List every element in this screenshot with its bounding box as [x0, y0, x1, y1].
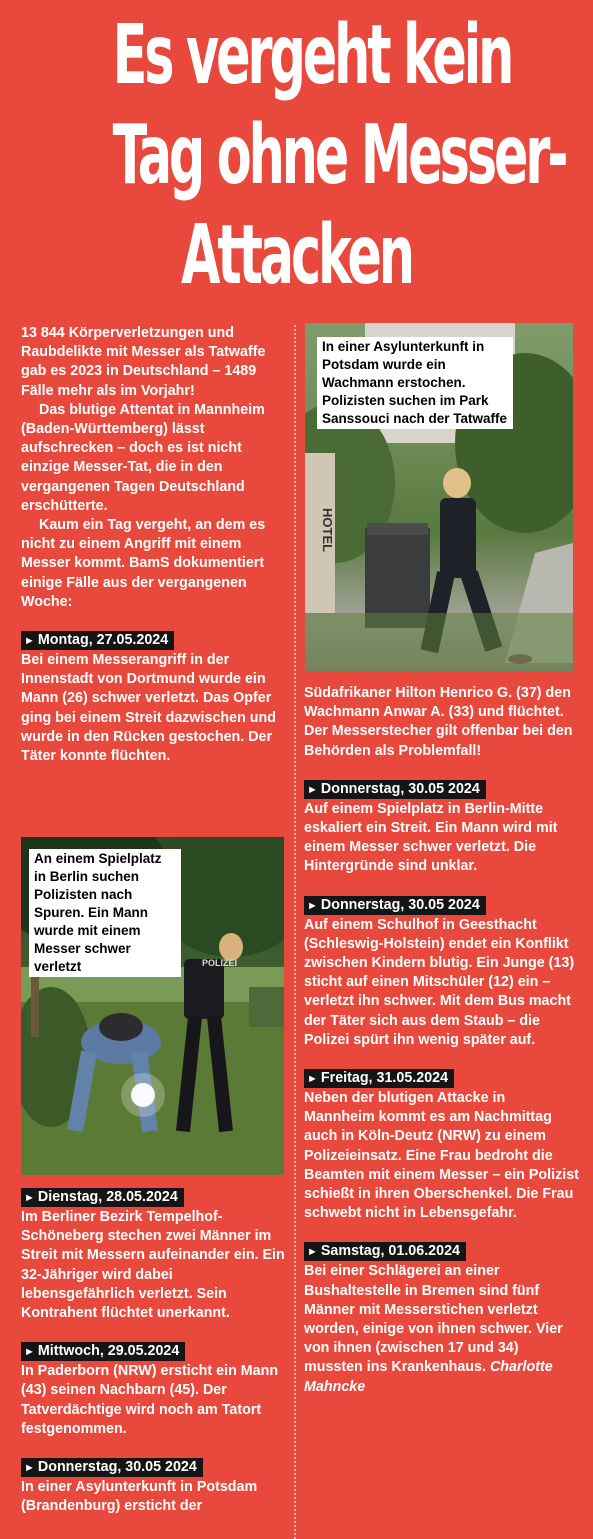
marker-triangle-icon: ► — [307, 899, 318, 912]
marker-triangle-icon: ► — [307, 1246, 318, 1259]
entry-text: Auf einem Spielplatz in Berlin-Mitte eskaliert ein Streit. Ein Mann wird mit einem Messer schwer verletzt. Die Hintergründe sind unklar. — [304, 800, 558, 875]
date-badge — [304, 780, 486, 799]
entry-text — [304, 1262, 579, 1396]
intro-paragraph-2: Das blutige Attentat in Mannheim (Baden-Württemberg) lässt aufschrecken – doch es ist nicht einzige Messer-Tat, die in den vergangenen Tagen Deutschland erschütterte. — [21, 401, 265, 514]
headline-line-2: Tag ohne Messer- — [112, 108, 566, 203]
continuation-text: Südafrikaner Hilton Henrico G. (37) den Wachmann Anwar A. (33) und flüchtet. Der Messerstecher gilt offenbar bei den Behörden als Problemfall! — [304, 685, 573, 759]
entry-text: In Paderborn (NRW) ersticht ein Mann (43) seinen Nachbarn (45). Der Tatverdächtige wird noch am Tatort festgenommen. — [21, 1363, 279, 1437]
entry-donnerstag-potsdam — [21, 1458, 285, 1516]
photo-potsdam — [305, 323, 573, 671]
column-divider — [294, 325, 296, 1539]
entry-samstag — [304, 1242, 579, 1396]
entry-mittwoch — [21, 1342, 285, 1439]
headline — [112, 6, 566, 306]
photo-berlin — [21, 837, 284, 1175]
left-column-bottom — [21, 1188, 285, 1516]
headline-line-1: Es vergeht kein — [112, 8, 512, 103]
date-label: Donnerstag, 30.05 2024 — [320, 896, 480, 913]
date-label: Montag, 27.05.2024 — [37, 632, 169, 649]
marker-triangle-icon: ► — [24, 1462, 35, 1475]
right-column — [304, 684, 579, 1397]
intro-paragraph-3: Kaum ein Tag vergeht, an dem es nicht zu einem Angriff mit einem Messer kommt. BamS dokumentiert einige Fälle aus der vergangenen Woche: — [21, 517, 266, 610]
date-label: Dienstag, 28.05.2024 — [37, 1189, 178, 1205]
date-badge — [21, 1458, 203, 1477]
date-label: Mittwoch, 29.05.2024 — [37, 1343, 180, 1360]
entry-donnerstag-berlin — [304, 780, 579, 877]
date-badge — [304, 896, 486, 915]
photo-caption: In einer Asylunterkunft in Potsdam wurde ein Wachmann erstochen. Polizisten suchen im Park Sanssouci nach der Tatwaffe — [317, 337, 513, 429]
date-badge — [21, 1188, 184, 1207]
entry-text-body: Bei einer Schlägerei an einer Bushaltestelle in Bremen sind fünf Männer mit Messerstichen verletzt worden, einige von ihnen schwer. Vier von ihnen (zwischen 17 und 34) mussten ins Krankenhaus. — [304, 1263, 563, 1376]
intro-paragraph-1: 13 844 Körperverletzungen und Raubdelikte mit Messer als Tatwaffe gab es 2023 in Deutschland – 1489 Fälle mehr als im Vorjahr! — [21, 325, 266, 399]
police-vest-label: POLIZEI — [202, 958, 238, 968]
date-badge — [21, 1342, 185, 1361]
date-badge — [304, 1069, 454, 1088]
photo-caption: An einem Spielplatz in Berlin suchen Polizisten nach Spuren. Ein Mann wurde mit einem Messer schwer verletzt — [29, 849, 181, 977]
headline-line-3: Attacken — [181, 208, 412, 303]
entry-donnerstag-geesthacht — [304, 896, 579, 1050]
left-column-top — [21, 324, 285, 766]
entry-text: Bei einem Messerangriff in der Innenstadt von Dortmund wurde ein Mann (26) schwer verletzt. Das Opfer ging bei einem Streit dazwischen und wurde in den Rücken gestochen. Der Täter konnte flüchten. — [21, 652, 276, 765]
marker-triangle-icon: ► — [307, 1073, 318, 1086]
marker-triangle-icon: ► — [307, 783, 318, 796]
entry-montag — [21, 631, 285, 766]
hotel-sign: HOTEL — [320, 508, 335, 553]
date-label: Donnerstag, 30.05 2024 — [37, 1459, 197, 1476]
entry-text: Auf einem Schulhof in Geesthacht (Schleswig-Holstein) endet ein Konflikt zwischen Kindern blutig. Ein Junge (13) sticht auf einen Mitschüler (12) ein – verletzt ihn schwer. Mit dem Bus macht der Täter sich aus dem Staub – die Polizei spürt ihn wenig später auf. — [304, 916, 575, 1048]
entry-text: Im Berliner Bezirk Tempelhof-Schöneberg stechen zwei Männer im Streit mit Messern aufeinander ein. Ein 32-Jähriger wird dabei lebensgefährlich verletzt. Sein Kontrahent flüchtet unerkannt. — [21, 1209, 285, 1322]
marker-triangle-icon: ► — [24, 1192, 35, 1204]
date-label: Samstag, 01.06.2024 — [320, 1243, 460, 1260]
date-badge — [304, 1242, 466, 1261]
entry-text: In einer Asylunterkunft in Potsdam (Brandenburg) ersticht der — [21, 1479, 258, 1515]
date-label: Freitag, 31.05.2024 — [320, 1070, 449, 1087]
entry-freitag — [304, 1069, 579, 1223]
date-badge — [21, 631, 174, 650]
marker-triangle-icon: ► — [24, 635, 35, 648]
entry-dienstag — [21, 1188, 285, 1323]
author-credit: Charlotte Mahncke — [304, 1359, 553, 1395]
date-label: Donnerstag, 30.05 2024 — [320, 780, 480, 797]
entry-text: Neben der blutigen Attacke in Mannheim kommt es am Nachmittag auch in Köln-Deutz (NRW) zu einem Polizeieinsatz. Eine Frau bedroht die Beamten mit einem Messer – ein Polizist schießt in ihren Oberschenkel. Die Frau schwebt nicht in Lebensgefahr. — [304, 1090, 579, 1222]
marker-triangle-icon: ► — [24, 1346, 35, 1359]
